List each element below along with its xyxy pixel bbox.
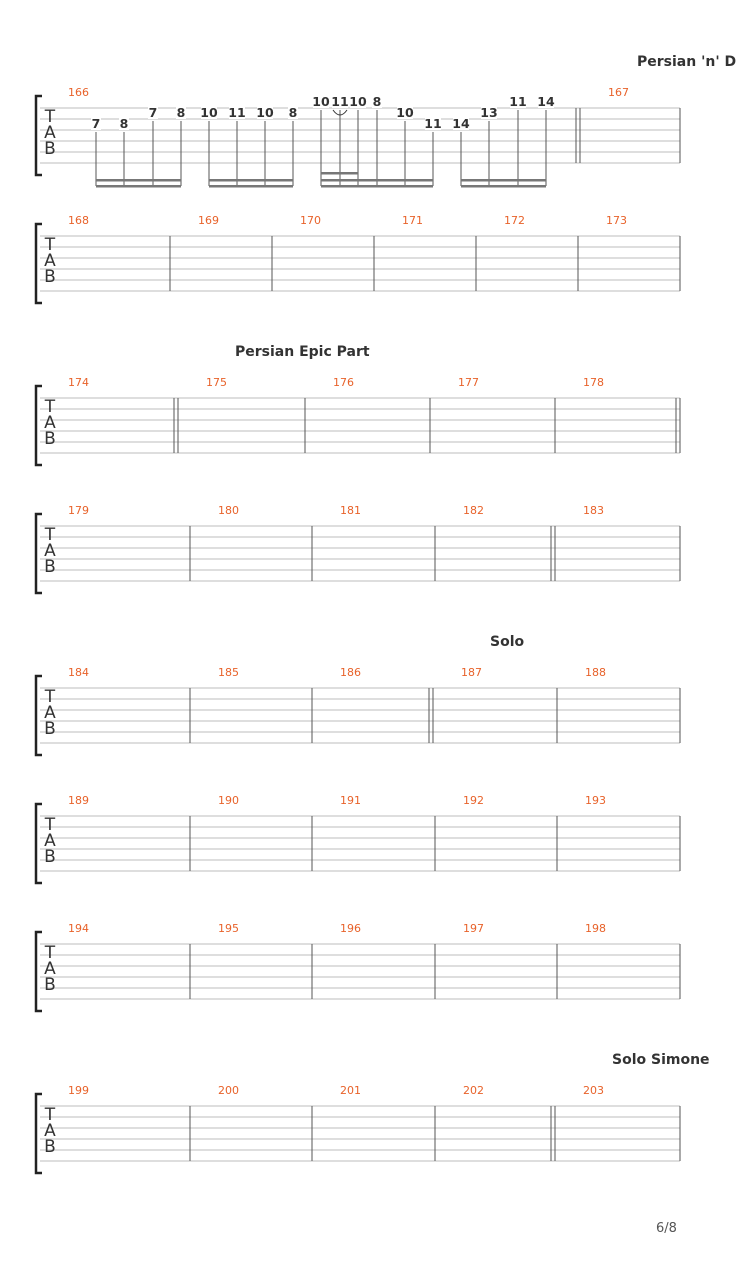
tab-clef-letter: B — [44, 1137, 56, 1157]
measure-number: 203 — [583, 1084, 604, 1097]
beam — [321, 172, 358, 175]
tab-clef-letter: B — [44, 139, 56, 159]
section-label-persian-epic-part: Persian Epic Part — [235, 344, 370, 360]
beam — [321, 179, 433, 182]
measure-number: 166 — [68, 86, 89, 99]
beam — [96, 185, 181, 188]
measure-number: 198 — [585, 922, 606, 935]
tab-clef-letter: A — [44, 959, 56, 979]
tab-clef-letter: B — [44, 429, 56, 449]
tab-clef-letter: A — [44, 123, 56, 143]
tab-clef-letter: A — [44, 251, 56, 271]
measure-number: 186 — [340, 666, 361, 679]
measure-number: 176 — [333, 376, 354, 389]
beam — [461, 185, 546, 188]
tab-system-4 — [36, 504, 680, 593]
measure-number: 187 — [461, 666, 482, 679]
fret-number: 11 — [424, 116, 442, 131]
tab-clef-letter: T — [44, 1105, 56, 1125]
measure-number: 180 — [218, 504, 239, 517]
tab-clef-letter: T — [44, 525, 56, 545]
tab-clef-letter: B — [44, 267, 56, 287]
tab-clef-letter: T — [44, 943, 56, 963]
measure-number: 190 — [218, 794, 239, 807]
measure-number: 173 — [606, 214, 627, 227]
measure-number: 179 — [68, 504, 89, 517]
measure-number: 188 — [585, 666, 606, 679]
tab-clef-letter: B — [44, 847, 56, 867]
tab-clef-letter: T — [44, 107, 56, 127]
tab-clef-letter: A — [44, 831, 56, 851]
section-label-solo: Solo — [490, 634, 525, 650]
fret-number: 10 — [312, 94, 330, 109]
tab-system-6 — [36, 794, 680, 883]
tab-clef-letter: A — [44, 413, 56, 433]
measure-number: 168 — [68, 214, 89, 227]
measure-number: 197 — [463, 922, 484, 935]
fret-number: 8 — [119, 116, 129, 131]
measure-number: 195 — [218, 922, 239, 935]
measure-number: 175 — [206, 376, 227, 389]
measure-number: 199 — [68, 1084, 89, 1097]
fret-number: 10 — [396, 105, 414, 120]
tab-system-2 — [36, 214, 680, 303]
measure-number: 184 — [68, 666, 89, 679]
section-label-persian-n-d: Persian 'n' D — [637, 54, 736, 70]
fret-number: 10 — [200, 105, 218, 120]
tab-clef-letter: B — [44, 557, 56, 577]
fret-number: 10 — [256, 105, 274, 120]
fret-number: 8 — [372, 94, 382, 109]
fret-number: 11 — [331, 94, 349, 109]
measure-number: 174 — [68, 376, 89, 389]
tab-clef-letter: T — [44, 815, 56, 835]
measure-number: 182 — [463, 504, 484, 517]
fret-number: 14 — [452, 116, 470, 131]
fret-number: 11 — [509, 94, 527, 109]
tab-clef-letter: B — [44, 975, 56, 995]
fret-number: 8 — [288, 105, 298, 120]
beam — [209, 179, 293, 182]
measure-number: 194 — [68, 922, 89, 935]
measure-number: 201 — [340, 1084, 361, 1097]
measure-number: 196 — [340, 922, 361, 935]
fret-number: 14 — [537, 94, 555, 109]
fret-number: 8 — [176, 105, 186, 120]
beam — [461, 179, 546, 182]
section-label-solo-simone: Solo Simone — [612, 1052, 710, 1068]
tab-clef-letter: A — [44, 1121, 56, 1141]
tab-system-8 — [36, 1084, 680, 1173]
fret-number: 7 — [148, 105, 158, 120]
tab-clef-letter: T — [44, 687, 56, 707]
measure-number: 200 — [218, 1084, 239, 1097]
tab-clef-letter: A — [44, 703, 56, 723]
tab-clef-letter: T — [44, 397, 56, 417]
measure-number: 183 — [583, 504, 604, 517]
tab-system-5 — [36, 666, 680, 755]
measure-number: 169 — [198, 214, 219, 227]
measure-number: 189 — [68, 794, 89, 807]
tab-system-7 — [36, 922, 680, 1011]
measure-number: 177 — [458, 376, 479, 389]
tab-clef-letter: A — [44, 541, 56, 561]
fret-number: 10 — [349, 94, 367, 109]
fret-number: 11 — [228, 105, 246, 120]
measure-number: 178 — [583, 376, 604, 389]
page-number: 6/8 — [656, 1221, 677, 1236]
beam — [96, 179, 181, 182]
measure-number: 170 — [300, 214, 321, 227]
tab-system-3 — [36, 376, 680, 465]
tab-clef-letter: T — [44, 235, 56, 255]
measure-number: 191 — [340, 794, 361, 807]
beam — [321, 185, 433, 188]
measure-number: 192 — [463, 794, 484, 807]
measure-number: 172 — [504, 214, 525, 227]
measure-number: 171 — [402, 214, 423, 227]
beam — [209, 185, 293, 188]
measure-number: 185 — [218, 666, 239, 679]
fret-number: 13 — [480, 105, 498, 120]
measure-number: 181 — [340, 504, 361, 517]
measure-number: 167 — [608, 86, 629, 99]
measure-number: 202 — [463, 1084, 484, 1097]
measure-number: 193 — [585, 794, 606, 807]
fret-number: 7 — [91, 116, 101, 131]
tab-clef-letter: B — [44, 719, 56, 739]
